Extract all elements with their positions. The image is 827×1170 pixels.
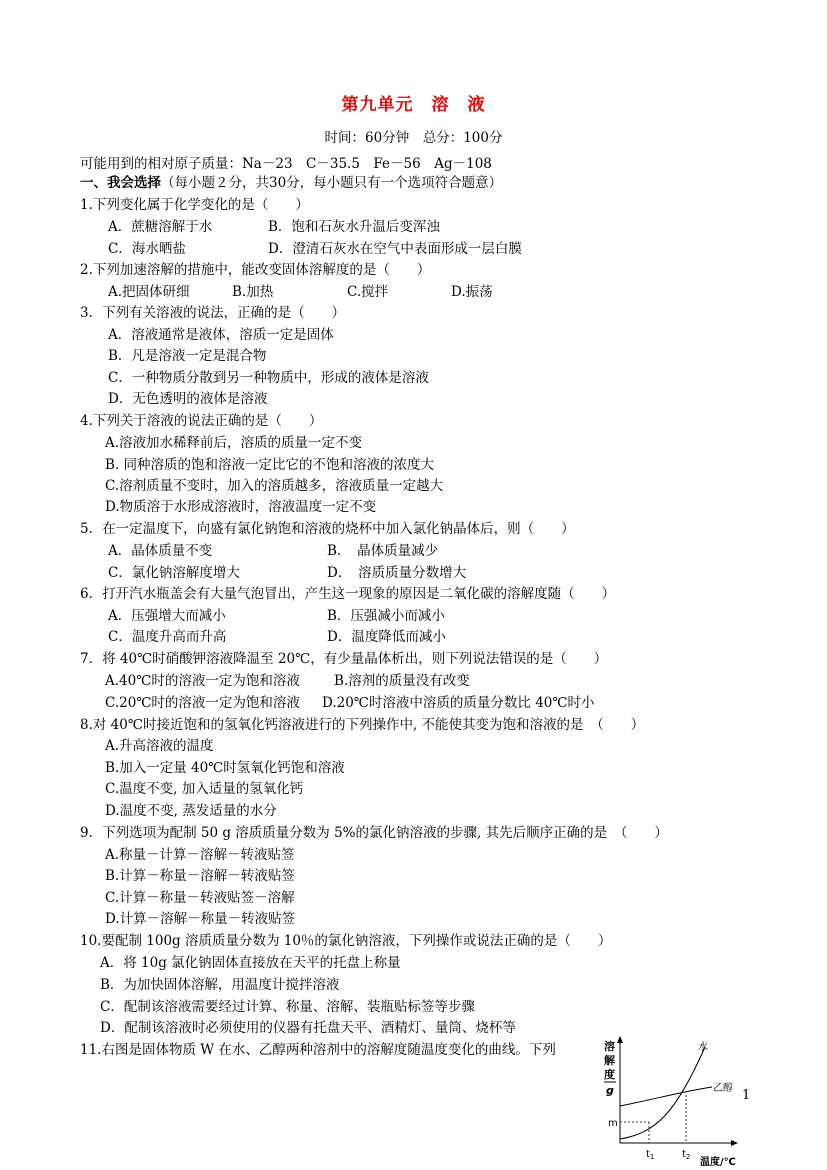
option: B. 同种溶质的饱和溶液一定比它的不饱和溶液的浓度大 xyxy=(105,457,435,473)
option: A.溶液加水稀释前后，溶质的质量一定不变 xyxy=(105,435,363,451)
option: B.溶剂的质量没有改变 xyxy=(334,673,470,689)
m-label: m xyxy=(608,1118,618,1129)
option: B． 晶体质量减少 xyxy=(327,543,439,559)
option: B.计算－称量－溶解－转液贴签 xyxy=(105,868,295,884)
graph-yunit: g xyxy=(606,1084,614,1097)
t1-label: $t_1$ xyxy=(646,1149,655,1161)
ethanol-curve xyxy=(620,1087,712,1106)
question-stem: 1.下列变化属于化学变化的是（ ） xyxy=(80,197,309,213)
option: C．海水晒盐 xyxy=(108,241,186,257)
page-number: 1 xyxy=(742,1088,751,1103)
question-stem: 3．下列有关溶液的说法，正确的是（ ） xyxy=(80,305,346,321)
option: A.40℃时的溶液一定为饱和溶液 xyxy=(105,673,300,689)
option: D.物质溶于水形成溶液时，溶液温度一定不变 xyxy=(105,499,377,515)
option: D．澄清石灰水在空气中表面形成一层白膜 xyxy=(268,241,522,257)
option: C.20℃时的溶液一定为饱和溶液 xyxy=(105,695,300,711)
option: C．温度升高而升高 xyxy=(108,629,227,645)
option: B．饱和石灰水升温后变浑浊 xyxy=(268,219,440,235)
option: A．压强增大而减小 xyxy=(108,608,226,624)
option: A．晶体质量不变 xyxy=(108,543,213,559)
option: C.温度不变, 加入适量的氢氧化钙 xyxy=(105,781,304,797)
option: A.称量－计算－溶解－转液贴签 xyxy=(105,847,295,863)
question-stem: 4.下列关于溶液的说法正确的是（ ） xyxy=(80,413,323,429)
option: D.计算－溶解－称量－转液贴签 xyxy=(105,911,296,927)
atomic-mass-line: 可能用到的相对原子质量：Na－23 C－35.5 Fe－56 Ag－108 xyxy=(80,156,492,172)
option: A．蔗糖溶解于水 xyxy=(108,219,213,235)
graph-ylabel-3: 度 xyxy=(604,1068,615,1081)
option: B.加热 xyxy=(232,284,274,300)
t2-label: $t_2$ xyxy=(682,1149,691,1161)
section-note: （每小题２分，共30分，每小题只有一个选项符合题意） xyxy=(161,175,503,191)
question-stem: 8.对 40℃时接近饱和的氢氧化钙溶液进行的下列操作中, 不能使其变为饱和溶液的是 （ ） xyxy=(80,717,645,733)
question-stem: 5．在一定温度下，向盛有氯化钠饱和溶液的烧杯中加入氯化钠晶体后，则（ ） xyxy=(80,521,575,537)
question-stem: 2.下列加速溶解的措施中，能改变固体溶解度的是（ ） xyxy=(80,262,431,278)
question-stem: 9．下列选项为配制 50 g 溶质质量分数为 5%的氯化钠溶液的步骤, 其先后顺序正确的是 （ ） xyxy=(80,825,668,841)
exam-meta: 时间：60分钟 总分：100分 xyxy=(324,130,503,146)
option: D.20℃时溶液中溶质的质量分数比 40℃时小 xyxy=(322,695,595,711)
option: A．将 10g 氯化钠固体直接放在天平的托盘上称量 xyxy=(100,955,401,971)
option: C.计算－称量－转液贴签－溶解 xyxy=(105,890,295,906)
option: C．配制该溶液需要经过计算、称量、溶解、装瓶贴标签等步骤 xyxy=(100,999,475,1015)
section-heading xyxy=(80,174,502,192)
option: C．氯化钠溶解度增大 xyxy=(108,565,240,581)
option: D．无色透明的液体是溶液 xyxy=(108,391,268,407)
water-curve xyxy=(620,1047,705,1139)
option: B．压强减小而减小 xyxy=(327,608,445,624)
ethanol-label: 乙醇 xyxy=(713,1083,733,1094)
question-stem: 6．打开汽水瓶盖会有大量气泡冒出，产生这一现象的原因是二氧化碳的溶解度随（ ） xyxy=(80,586,616,602)
solubility-graph xyxy=(600,1035,750,1170)
option: C．一种物质分散到另一种物质中，形成的液体是溶液 xyxy=(108,370,429,386)
option: A.升高溶液的温度 xyxy=(105,738,214,754)
option: D．配制该溶液时必须使用的仪器有托盘天平、酒精灯、量筒、烧杯等 xyxy=(100,1020,516,1036)
question-stem: 10.要配制 100g 溶质质量分数为 10％的氯化钠溶液，下列操作或说法正确的是（ ） xyxy=(80,933,612,949)
option: D.温度不变, 蒸发适量的水分 xyxy=(105,803,277,819)
page-title: 第九单元 溶 液 xyxy=(341,95,486,115)
option: B．凡是溶液一定是混合物 xyxy=(108,348,267,364)
option: A.把固体研细 xyxy=(108,284,190,300)
graph-ylabel-1: 溶 xyxy=(604,1040,615,1053)
question-stem: 7．将 40℃时硝酸钾溶液降温至 20℃，有少量晶体析出，则下列说法错误的是（ ） xyxy=(80,651,608,667)
question-stem: 11.右图是固体物质 W 在水、乙醇两种溶剂中的溶解度随温度变化的曲线。下列 xyxy=(80,1042,556,1058)
option: C.溶剂质量不变时，加入的溶质越多，溶液质量一定越大 xyxy=(105,478,444,494)
option: D．温度降低而减小 xyxy=(327,629,446,645)
option: B．为加快固体溶解，用温度计搅拌溶液 xyxy=(100,977,340,993)
option: D.振荡 xyxy=(451,284,493,300)
graph-xlabel: 温度/℃ xyxy=(700,1157,736,1168)
graph-ylabel-2: 解 xyxy=(604,1054,615,1067)
option: B.加入一定量 40℃时氢氧化钙饱和溶液 xyxy=(105,760,345,776)
option: A．溶液通常是液体，溶质一定是固体 xyxy=(108,327,334,343)
section-title: 一、我会选择 xyxy=(80,175,161,191)
water-label: 水 xyxy=(698,1042,708,1053)
option: D． 溶质质量分数增大 xyxy=(327,565,467,581)
option: C.搅拌 xyxy=(347,284,389,300)
